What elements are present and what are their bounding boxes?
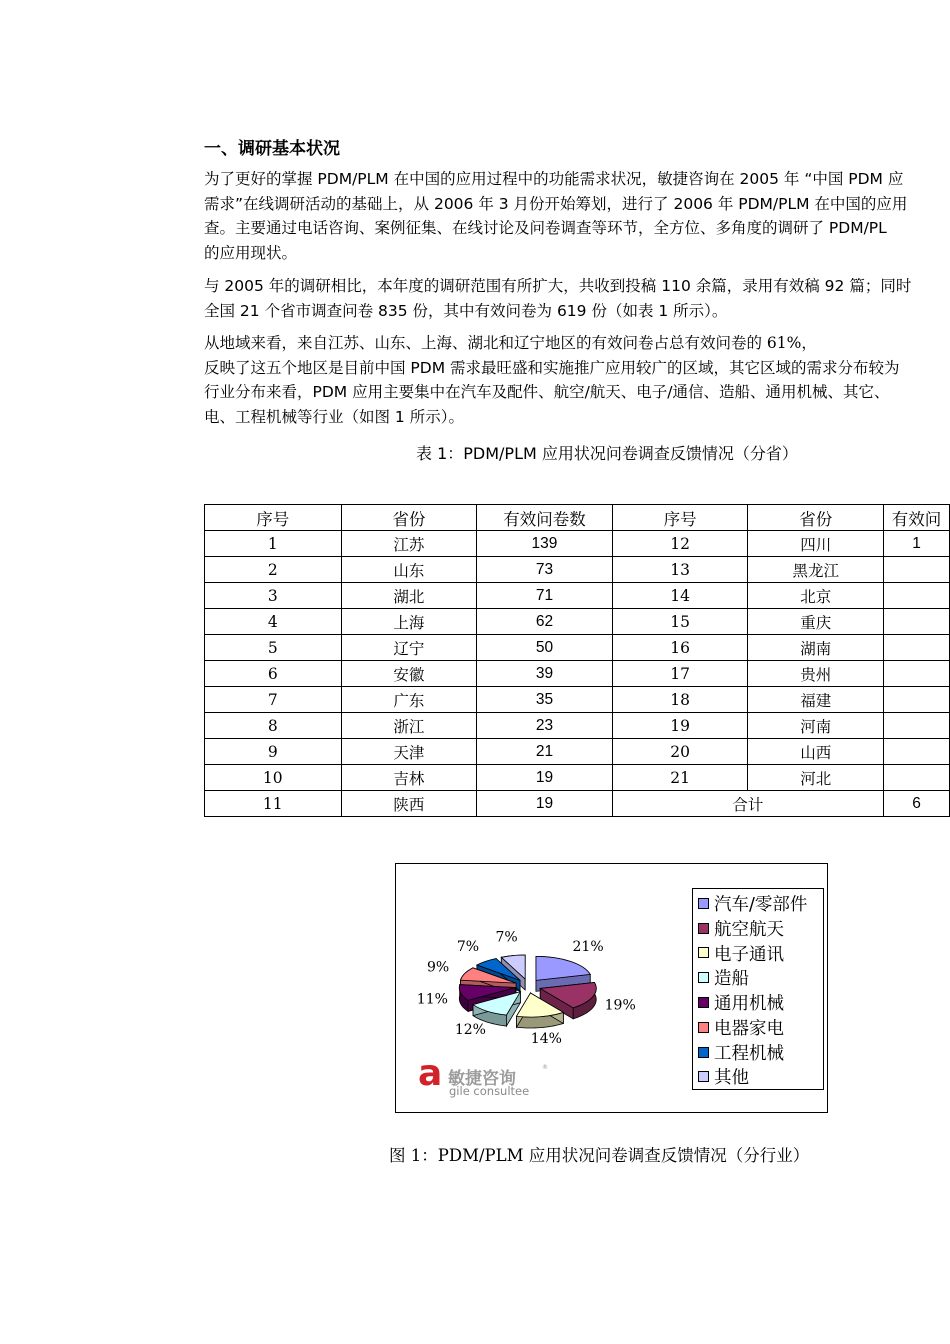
legend-item: [698, 965, 823, 990]
agile-consultee-logo: [418, 1053, 548, 1102]
legend-item: [698, 1040, 823, 1065]
table-cell: [884, 765, 950, 791]
table-cell: 广东: [341, 687, 477, 713]
legend-item: [698, 1015, 823, 1040]
pie-data-label: 7%: [456, 938, 480, 955]
industry-pie-chart: [395, 863, 828, 1113]
table-cell: 湖北: [341, 583, 477, 609]
logo-registered-mark: ®: [542, 1064, 548, 1071]
chart-legend: [692, 888, 824, 1090]
table-cell: 12: [612, 531, 748, 557]
table-cell: 江苏: [341, 531, 477, 557]
table-cell: 浙江: [341, 713, 477, 739]
table-cell: [884, 583, 950, 609]
pie-data-label: 19%: [604, 997, 636, 1014]
table-cell: 序号: [205, 505, 342, 531]
table-cell: 21: [477, 739, 613, 765]
table-cell: 福建: [748, 687, 884, 713]
legend-swatch: [698, 972, 709, 983]
paragraph-line: 电、工程机械等行业（如图 1 所示）。: [204, 407, 464, 426]
table-cell: 1: [884, 531, 950, 557]
table-cell: [884, 557, 950, 583]
legend-item: [698, 1065, 823, 1090]
table-cell: [884, 687, 950, 713]
table-cell: 有效问: [884, 505, 950, 531]
table-cell: 河北: [748, 765, 884, 791]
table-cell: 省份: [748, 505, 884, 531]
table-cell: 16: [612, 635, 748, 661]
figure-caption: 图 1：PDM/PLM 应用状况问卷调查反馈情况（分行业）: [389, 1146, 810, 1165]
table-cell: 13: [612, 557, 748, 583]
table-cell: 139: [477, 531, 613, 557]
logo-text-cn: 敏捷咨询: [448, 1069, 516, 1089]
logo-text-en: gile consultee: [449, 1084, 530, 1098]
table-cell: 3: [205, 583, 342, 609]
table-cell: 62: [477, 609, 613, 635]
legend-swatch: [698, 898, 709, 909]
legend-label: 汽车/零部件: [714, 894, 808, 915]
paragraph-line: 与 2005 年的调研相比，本年度的调研范围有所扩大，共收到投稿 110 余篇，录用有效稿 92 篇；同时: [204, 277, 912, 295]
paragraph-line: 反映了这五个地区是目前中国 PDM 需求最旺盛和实施推广应用较广的区域，其它区域的需求分布较为: [204, 358, 900, 377]
table-row: [205, 583, 950, 609]
table-cell: 湖南: [748, 635, 884, 661]
legend-label: 其他: [714, 1068, 749, 1089]
table-cell: 19: [477, 791, 613, 817]
table-cell: [884, 609, 950, 635]
pie-data-label: 14%: [530, 1031, 562, 1048]
table-row: [205, 609, 950, 635]
table-cell: 8: [205, 713, 342, 739]
table-cell: 18: [612, 687, 748, 713]
table-row: [205, 713, 950, 739]
table-cell: 19: [612, 713, 748, 739]
table-cell: 北京: [748, 583, 884, 609]
pie-data-label: 7%: [495, 929, 518, 946]
legend-label: 电器家电: [714, 1018, 784, 1039]
paragraph-1: [204, 167, 950, 265]
table-cell: 17: [612, 661, 748, 687]
province-table: [204, 504, 950, 817]
table-row: [205, 635, 950, 661]
paragraph-3: [204, 331, 950, 429]
paragraph-line: 查。主要通过电话咨询、案例征集、在线讨论及问卷调查等环节，全方位、多角度的调研了 PDM/PL: [204, 219, 887, 237]
table-cell: 1: [205, 531, 342, 557]
legend-item: [698, 941, 823, 966]
table-cell: 11: [205, 791, 342, 817]
legend-swatch: [698, 1071, 709, 1082]
table-cell: 20: [612, 739, 748, 765]
legend-label: 造船: [714, 969, 749, 990]
legend-item: [698, 916, 823, 941]
table-cell: 山东: [341, 557, 477, 583]
table-cell: 山西: [748, 739, 884, 765]
logo-letter: a: [418, 1053, 443, 1094]
table-cell: 合计: [612, 791, 883, 817]
paragraph-line: 从地域来看，来自江苏、山东、上海、湖北和辽宁地区的有效问卷占总有效问卷的 61%，: [204, 334, 817, 352]
table-cell: 2: [205, 557, 342, 583]
legend-swatch: [698, 997, 709, 1008]
table-cell: 71: [477, 583, 613, 609]
table-cell: 有效问卷数: [477, 505, 613, 531]
table-cell: 吉林: [341, 765, 477, 791]
table-cell: 9: [205, 739, 342, 765]
table-cell: 5: [205, 635, 342, 661]
table-row-total: [205, 791, 950, 817]
pie-data-label: 9%: [426, 959, 450, 976]
table-cell: 贵州: [748, 661, 884, 687]
table-cell: 21: [612, 765, 748, 791]
table-cell: [884, 635, 950, 661]
table-row: [205, 531, 950, 557]
legend-swatch: [698, 1047, 709, 1058]
table-row: [205, 739, 950, 765]
table-cell: 23: [477, 713, 613, 739]
table-row: [205, 661, 950, 687]
table-cell: 辽宁: [341, 635, 477, 661]
pie-data-label: 11%: [416, 991, 448, 1008]
table-cell: 上海: [341, 609, 477, 635]
table-cell: [884, 661, 950, 687]
legend-swatch: [698, 1022, 709, 1033]
table-cell: 黑龙江: [748, 557, 884, 583]
legend-swatch: [698, 947, 709, 958]
paragraph-2: [204, 274, 950, 323]
table-header-row: [205, 505, 950, 531]
table-cell: 河南: [748, 713, 884, 739]
table-row: [205, 765, 950, 791]
table-caption: 表 1：PDM/PLM 应用状况问卷调查反馈情况（分省）: [416, 444, 798, 463]
table-cell: 10: [205, 765, 342, 791]
paragraph-line: 需求”在线调研活动的基础上，从 2006 年 3 月份开始筹划，进行了 2006 年 PDM/PLM 在中国的应用: [204, 194, 908, 213]
table-cell: 6: [884, 791, 950, 817]
table-cell: 7: [205, 687, 342, 713]
table-cell: 安徽: [341, 661, 477, 687]
table-cell: 19: [477, 765, 613, 791]
legend-swatch: [698, 923, 709, 934]
table-cell: 4: [205, 609, 342, 635]
legend-label: 工程机械: [714, 1043, 784, 1064]
table-cell: 39: [477, 661, 613, 687]
pie-data-label: 12%: [454, 1022, 486, 1039]
table-cell: 天津: [341, 739, 477, 765]
table-row: [205, 557, 950, 583]
table-cell: 省份: [341, 505, 477, 531]
paragraph-line: 的应用现状。: [204, 243, 298, 262]
table-cell: 73: [477, 557, 613, 583]
paragraph-line: 全国 21 个省市调查问卷 835 份，其中有效问卷为 619 份（如表 1 所示）。: [204, 301, 728, 320]
table-cell: 陕西: [341, 791, 477, 817]
legend-label: 通用机械: [714, 994, 784, 1015]
legend-item: [698, 891, 823, 916]
table-cell: 50: [477, 635, 613, 661]
pie-data-label: 21%: [572, 938, 604, 955]
table-cell: 35: [477, 687, 613, 713]
section-heading: 一、调研基本状况: [204, 139, 340, 159]
legend-label: 电子通讯: [714, 944, 784, 965]
legend-item: [698, 990, 823, 1015]
table-cell: [884, 713, 950, 739]
table-cell: [884, 739, 950, 765]
table-cell: 15: [612, 609, 748, 635]
paragraph-line: 为了更好的掌握 PDM/PLM 在中国的应用过程中的功能需求状况，敏捷咨询在 2005 年 “中国 PDM 应: [204, 170, 904, 188]
table-row: [205, 687, 950, 713]
table-cell: 重庆: [748, 609, 884, 635]
table-cell: 四川: [748, 531, 884, 557]
paragraph-line: 行业分布来看，PDM 应用主要集中在汽车及配件、航空/航天、电子/通信、造船、通用机械、其它、: [204, 383, 890, 401]
table-cell: 序号: [612, 505, 748, 531]
table-cell: 14: [612, 583, 748, 609]
legend-label: 航空航天: [714, 919, 784, 940]
table-cell: 6: [205, 661, 342, 687]
